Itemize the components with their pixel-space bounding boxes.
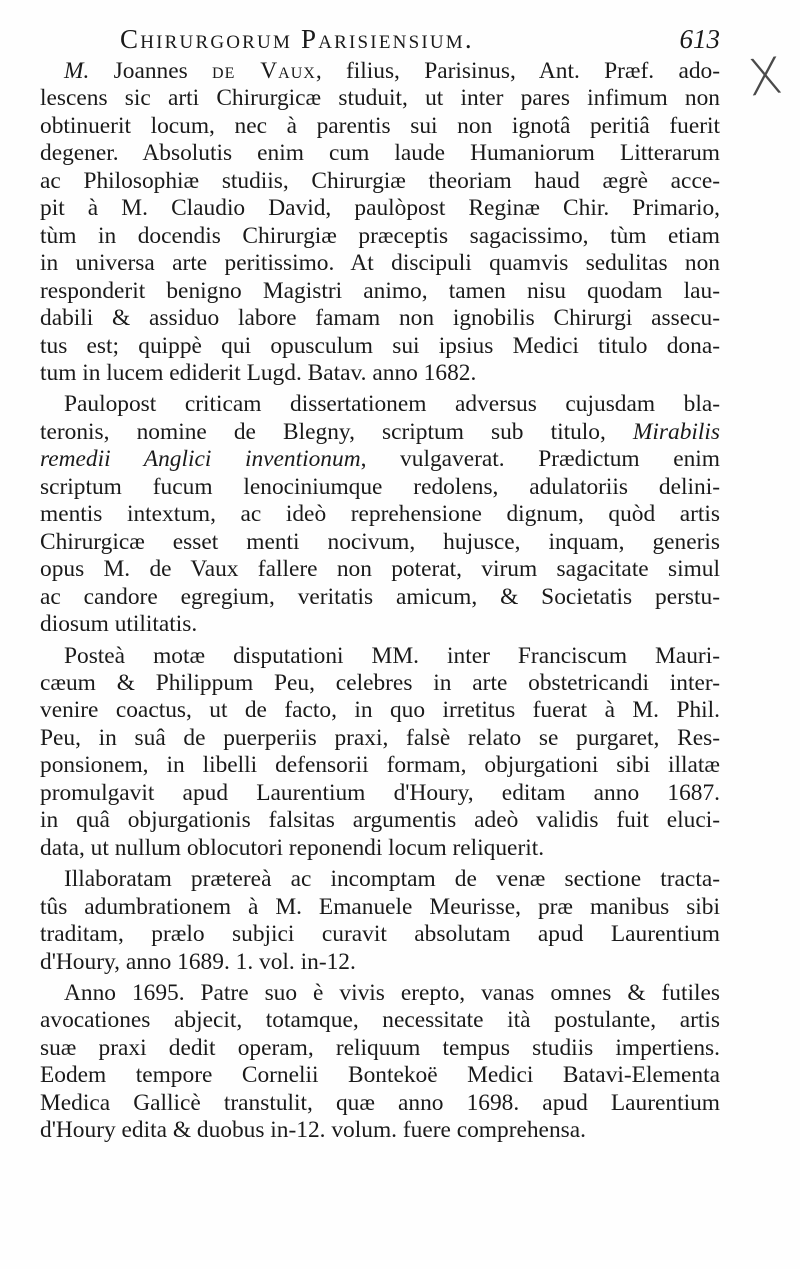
text-line: Paulopost criticam dissertationem adversus cujusdam bla-	[64, 391, 720, 418]
text-line: avocationes abjecit, totamque, necessitate ità postulante, artis	[40, 1007, 720, 1034]
text-line: tûs adumbrationem à M. Emanuele Meurisse, præ manibus sibi	[40, 893, 720, 920]
text-line: d'Houry edita & duobus in-12. volum. fuere comprehensa.	[40, 1117, 586, 1144]
text-line: d'Houry, anno 1689. 1. vol. in-12.	[40, 948, 356, 975]
text-line: obtinuerit locum, nec à parentis sui non ignotâ peritiâ fuerit	[40, 112, 720, 139]
paragraph-5	[40, 980, 720, 1145]
italic-title-phrase: remedii Anglici inventionum	[40, 446, 361, 473]
text-line: responderit benigno Magistri animo, tamen nisu quodam lau-	[40, 277, 720, 304]
text-line: tùm in docendis Chirurgiæ præceptis sagacissimo, tùm etiam	[40, 222, 720, 249]
text-line: promulgavit apud Laurentium d'Houry, editam anno 1687.	[40, 779, 720, 806]
text-line: scriptum fucum lenociniumque redolens, adulatoriis delini-	[40, 473, 720, 500]
text-line: remedii Anglici inventionum, vulgaverat. Prædictum enim	[40, 446, 720, 473]
text-line: opus M. de Vaux fallere non poterat, virum sagacitate simul	[40, 556, 720, 583]
text-line: data, ut nullum oblocutori reponendi locum reliquerit.	[40, 834, 545, 861]
text-line: ac candore egregium, veritatis amicum, & Societatis perstu-	[40, 583, 720, 610]
text-line: cæum & Philippum Peu, celebres in arte obstetricandi inter-	[40, 669, 720, 696]
text-line: traditam, prælo subjici curavit absolutam apud Laurentium	[40, 921, 720, 948]
text-line: Eodem tempore Cornelii Bontekoë Medici Batavi-Elementa	[40, 1062, 720, 1089]
text-line: ac Philosophiæ studiis, Chirurgiæ theoriam haud ægrè acce-	[40, 167, 720, 194]
text-line: Anno 1695. Patre suo è vivis erepto, vanas omnes & futiles	[64, 979, 720, 1006]
running-title: Chirurgorum Parisiensium.	[120, 24, 474, 54]
text-line: tus est; quippè qui opusculum sui ipsius Medici titulo dona-	[40, 332, 720, 359]
text-line: diosum utilitatis.	[40, 611, 198, 638]
text-line: degener. Absolutis enim cum laude Humaniorum Litterarum	[40, 140, 720, 167]
text-line: venire coactus, ut de facto, in quo irretitus fuerat à M. Phil.	[40, 697, 720, 724]
text-line: Medica Gallicè transtulit, quæ anno 1698. apud Laurentium	[40, 1089, 720, 1116]
text-line: in quâ objurgationis falsitas argumentis adeò validis fuit eluci-	[40, 807, 720, 834]
text-line: Illaboratam prætereà ac incomptam de venæ sectione tracta-	[64, 866, 720, 893]
text-line: lescens sic arti Chirurgicæ studuit, ut inter pares infimum non	[40, 85, 720, 112]
text-line: Posteà motæ disputationi MM. inter Franciscum Mauri-	[64, 642, 720, 669]
text-line: Chirurgicæ esset menti nocivum, hujusce, inquam, generis	[40, 528, 720, 555]
paragraph-2	[40, 391, 720, 638]
text-line: pit à M. Claudio David, paulòpost Reginæ Chir. Primario,	[40, 195, 720, 222]
text-line: dabili & assiduo labore famam non ignobilis Chirurgi assecu-	[40, 305, 720, 332]
text-line: M. Joannes de Vaux, filius, Parisinus, Ant. Præf. ado-	[64, 58, 721, 84]
text-line: teronis, nomine de Blegny, scriptum sub titulo, Mirabilis	[40, 418, 720, 445]
text-line: ponsionem, in libelli defensorii formam, objurgationi sibi illatæ	[40, 752, 720, 779]
body-text	[40, 58, 720, 1149]
paragraph-4	[40, 866, 720, 976]
text-line: tum in lucem ediderit Lugd. Batav. anno 1682.	[40, 359, 477, 386]
text-line: mentis intextum, ac ideò reprehensione dignum, quòd artis	[40, 501, 720, 528]
text-line: suæ praxi dedit operam, reliquum tempus studiis impertiens.	[40, 1034, 720, 1061]
paragraph-3	[40, 643, 720, 863]
text-line: in universa arte peritissimo. At discipuli quamvis sedulitas non	[40, 250, 720, 277]
handwritten-margin-mark: X	[745, 46, 786, 108]
text-line: Peu, in suâ de puerperiis praxi, falsè relato se purgaret, Res-	[40, 724, 720, 751]
italic-title-word: Mirabilis	[632, 418, 720, 445]
page-number: 613	[679, 24, 720, 54]
paragraph-1	[40, 58, 720, 387]
